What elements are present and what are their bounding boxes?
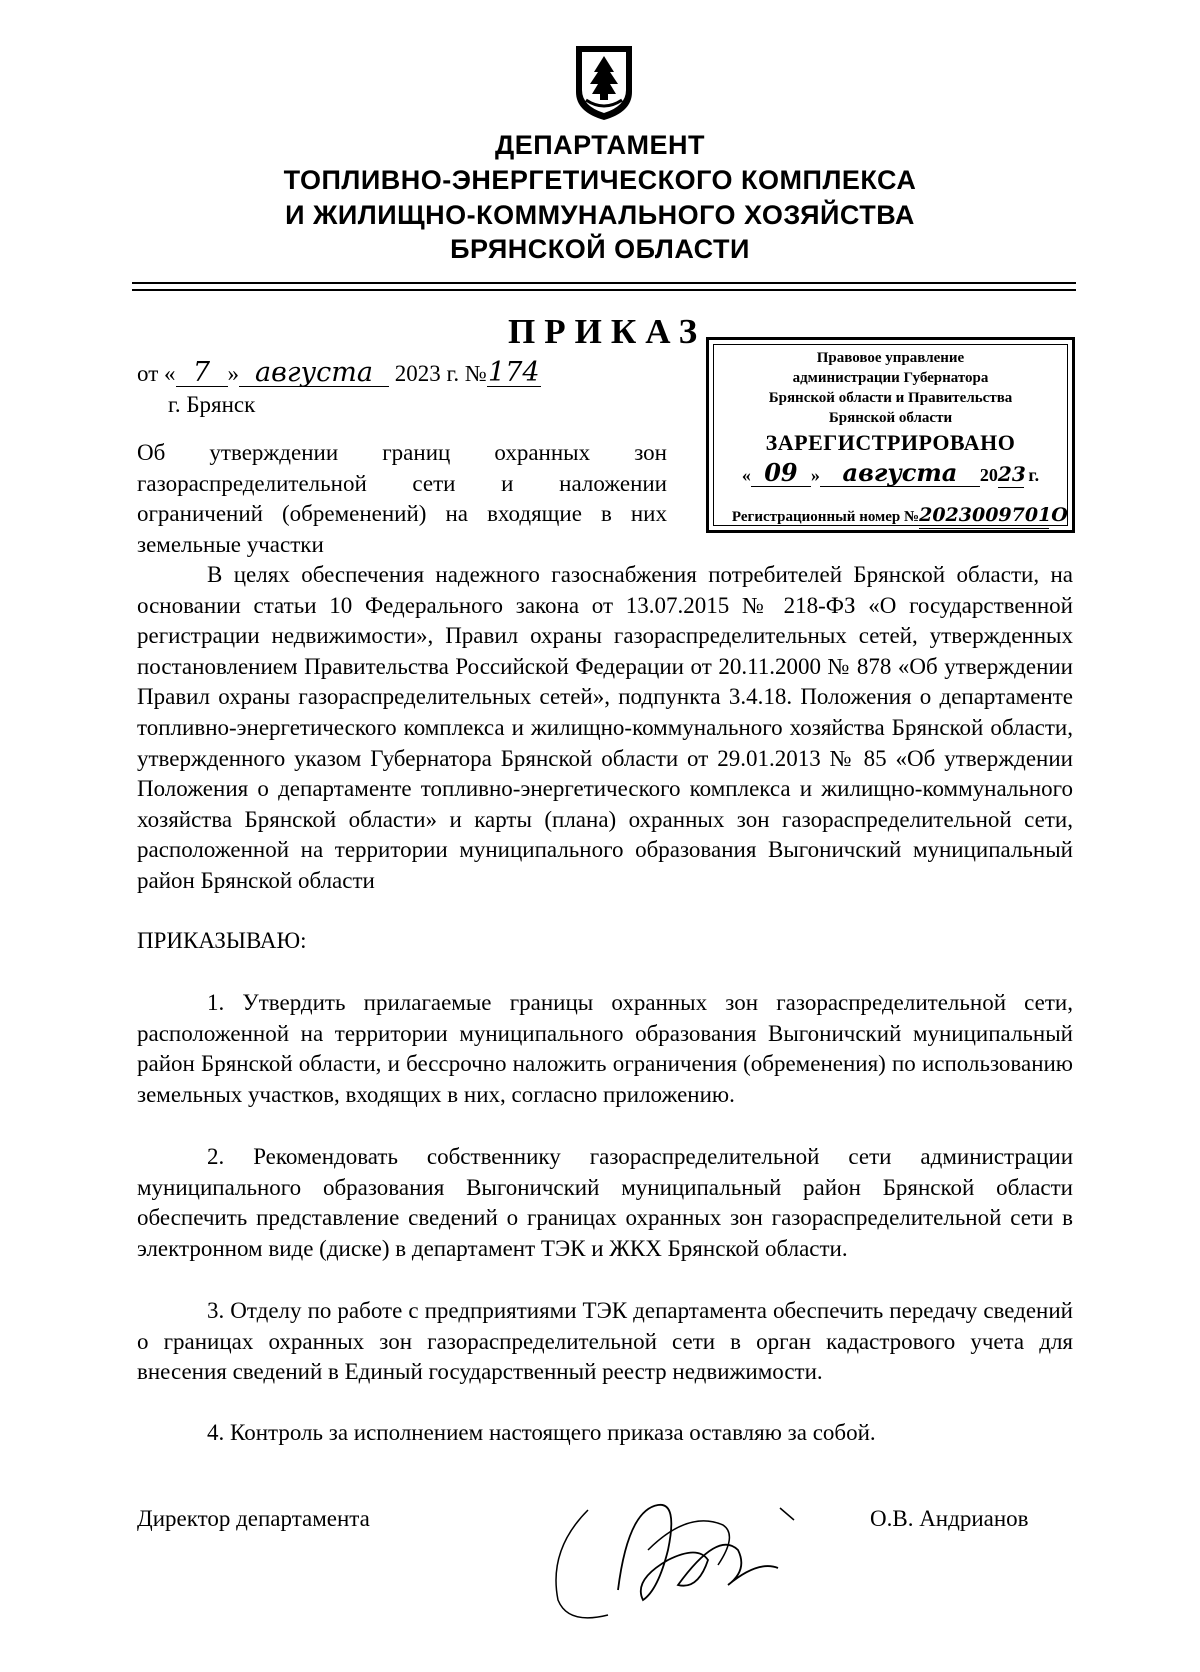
dept-line-4: БРЯНСКОЙ ОБЛАСТИ [450, 234, 750, 264]
stamp-regnum: 2023009701О [919, 502, 1049, 529]
stamp-date-open: « [741, 465, 751, 485]
order-item-3: 3. Отделу по работе с предприятиями ТЭК департамента обеспечить передачу сведений о границах охранных зон газораспределительной сети в орган кадастрового учета для внесения сведений в Единый государственный реестр недвижимости. [137, 1298, 1073, 1385]
stamp-month: августа [820, 460, 980, 487]
order-item-4: 4. Контроль за исполнением настоящего приказа оставляю за собой. [207, 1420, 876, 1445]
order-year: 2023 г. [394, 361, 460, 386]
stamp-line-2: администрации Губернатора [792, 370, 989, 386]
signatory-name: О.В. Андрианов [870, 1506, 1029, 1531]
order-item-1: 1. Утвердить прилагаемые границы охранных зон газораспределительной сети, расположенной на территории муниципального образования Выгоничский муниципальный район Брянской области, и бессрочно наложить ограничения (обременения) по использованию земельных участков, входящих в них, согласно приложению. [137, 990, 1073, 1107]
order-number-label: № [464, 361, 487, 386]
header-rule-bottom [132, 289, 1076, 291]
stamp-year-suffix: 23 [997, 462, 1026, 486]
stamp-registered: ЗАРЕГИСТРИРОВАНО [765, 430, 1016, 455]
registration-stamp [706, 337, 1075, 533]
stamp-year-unit: г. [1028, 465, 1040, 485]
order-preamble: В целях обеспечения надежного газоснабжения потребителей Брянской области, на основании статьи 10 Федерального закона от 13.07.2015 № 218-ФЗ «О государственной регистрации недвижимости», Правил охраны газораспределительных сетей, утвержденных постановлением Правительства Российской Федерации от 20.11.2000 № 878 «Об утверждении Правил охраны газораспределительных сетей», подпункта 3.4.18. Положения о департаменте топливно-энергетического комплекса и жилищно-коммунального хозяйства Брянской области, утвержденного указом Губернатора Брянской области от 29.01.2013 № 85 «Об утверждении Положения о департаменте топливно-энергетического комплекса и жилищно-коммунального хозяйства Брянской области» и карты (плана) охранных зон газораспределительной сети, расположенной на территории муниципального образования Выгоничский муниципальный район Брянской области [137, 562, 1073, 893]
signatory-position: Директор департамента [137, 1506, 370, 1531]
stamp-day: 09 [751, 460, 811, 487]
header-rule-top [132, 282, 1076, 284]
order-date-line [137, 357, 541, 388]
stamp-regnum-line [709, 502, 1072, 529]
order-item-2: 2. Рекомендовать собственнику газораспределительной сети администрации муниципального образования Выгоничский муниципальный район Брянской области обеспечить представление сведений о границах охранных зон газораспределительной сети в электронном виде (диске) в департамент ТЭК и ЖКХ Брянской области. [137, 1144, 1073, 1261]
order-number: 174 [488, 357, 540, 388]
dept-line-1: ДЕПАРТАМЕНТ [494, 130, 706, 160]
order-city: г. Брянск [168, 392, 256, 417]
stamp-regnum-label: Регистрационный номер № [731, 509, 920, 525]
order-date-close: » [227, 361, 239, 386]
order-date-prefix: от « [137, 361, 176, 386]
order-month: августа [239, 360, 389, 387]
stamp-line-3: Брянской области и Правительства [768, 390, 1013, 406]
coat-of-arms-icon [572, 42, 636, 122]
stamp-date-line [709, 460, 1072, 488]
stamp-year-prefix: 20 [979, 465, 998, 485]
handwritten-signature [548, 1490, 818, 1630]
dept-line-3: И ЖИЛИЩНО-КОММУНАЛЬНОГО ХОЗЯЙСТВА [285, 200, 915, 230]
stamp-line-1: Правовое управление [816, 350, 965, 366]
order-title: ПРИКАЗ [508, 312, 707, 351]
order-directive: ПРИКАЗЫВАЮ: [137, 928, 307, 953]
order-day: 7 [176, 360, 228, 387]
dept-line-2: ТОПЛИВНО-ЭНЕРГЕТИЧЕСКОГО КОМПЛЕКСА [283, 165, 917, 195]
stamp-line-4: Брянской области [828, 410, 953, 426]
order-subject: Об утверждении границ охранных зон газораспределительной сети и наложении ограничений (обременений) на входящие в них земельные участки [137, 440, 667, 557]
stamp-date-close: » [810, 465, 820, 485]
